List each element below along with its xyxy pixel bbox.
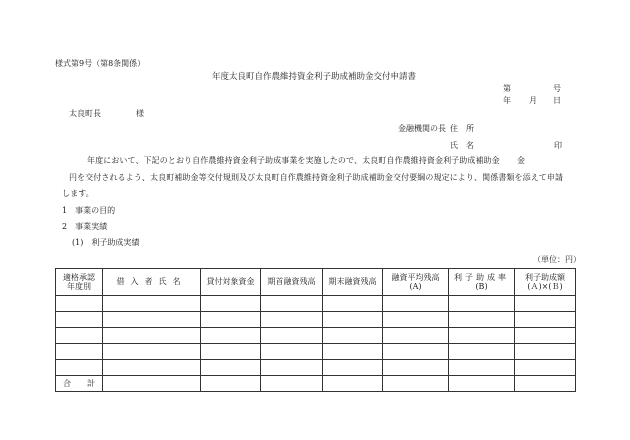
header-loan-fund: 貸付対象資金 (201, 269, 261, 296)
sub-item-1: (1) 利子助成実績 (72, 238, 140, 247)
body-line-3: します。 (62, 189, 94, 198)
unit-note: （単位：円） (533, 255, 581, 264)
table-header-row (56, 269, 576, 296)
total-label: 合 計 (56, 376, 103, 392)
header-subsidy-rate: 利子助成率 (B) (449, 269, 515, 296)
table-row (56, 328, 576, 344)
body-line-1: 年度において、下記のとおり自作農維持資金利子助成事業を実施したので、太良町自作農維持資金利子助成補助金 (87, 156, 500, 165)
form-number: 様式第9号（第8条関係） (55, 59, 146, 68)
date-month: 月 (529, 96, 537, 105)
applicant-address-label: 住 所 (450, 124, 474, 133)
header-opening-balance: 期首融資残高 (261, 269, 323, 296)
table-row (56, 312, 576, 328)
doc-number-go: 号 (553, 84, 561, 93)
table-row (56, 296, 576, 312)
header-average-balance: 融資平均残高 (A) (383, 269, 449, 296)
item-1: 1 事業の目的 (62, 206, 116, 215)
table-total-row (56, 376, 576, 392)
applicant-org-label: 金融機関の長 (398, 124, 446, 133)
header-borrower-name: 借入者氏名 (103, 269, 201, 296)
table-row (56, 360, 576, 376)
doc-number-dai: 第 (503, 84, 511, 93)
body-line-2: 円を交付されるよう、太良町補助金等交付規則及び太良町自作農維持資金利子助成補助金交付要綱の規定により、関係書類を添えて申請 (69, 173, 564, 182)
header-approval-year: 適格承認 年度別 (56, 269, 103, 296)
date-year: 年 (503, 96, 511, 105)
document-title: 年度太良町自作農維持資金利子助成補助金交付申請書 (212, 72, 417, 82)
interest-subsidy-table (55, 268, 576, 392)
date-day: 日 (553, 96, 561, 105)
applicant-seal: 印 (554, 141, 562, 150)
header-subsidy-amount: 利子助成額 (Ａ)×(Ｂ) (515, 269, 576, 296)
table-row (56, 344, 576, 360)
item-2: 2 事業実績 (62, 222, 108, 231)
applicant-name-label: 氏 名 (450, 141, 474, 150)
addressee-honorific: 様 (136, 109, 144, 118)
body-line-1-end: 金 (517, 156, 526, 165)
header-closing-balance: 期末融資残高 (323, 269, 383, 296)
addressee-name: 太良町長 (69, 109, 101, 118)
